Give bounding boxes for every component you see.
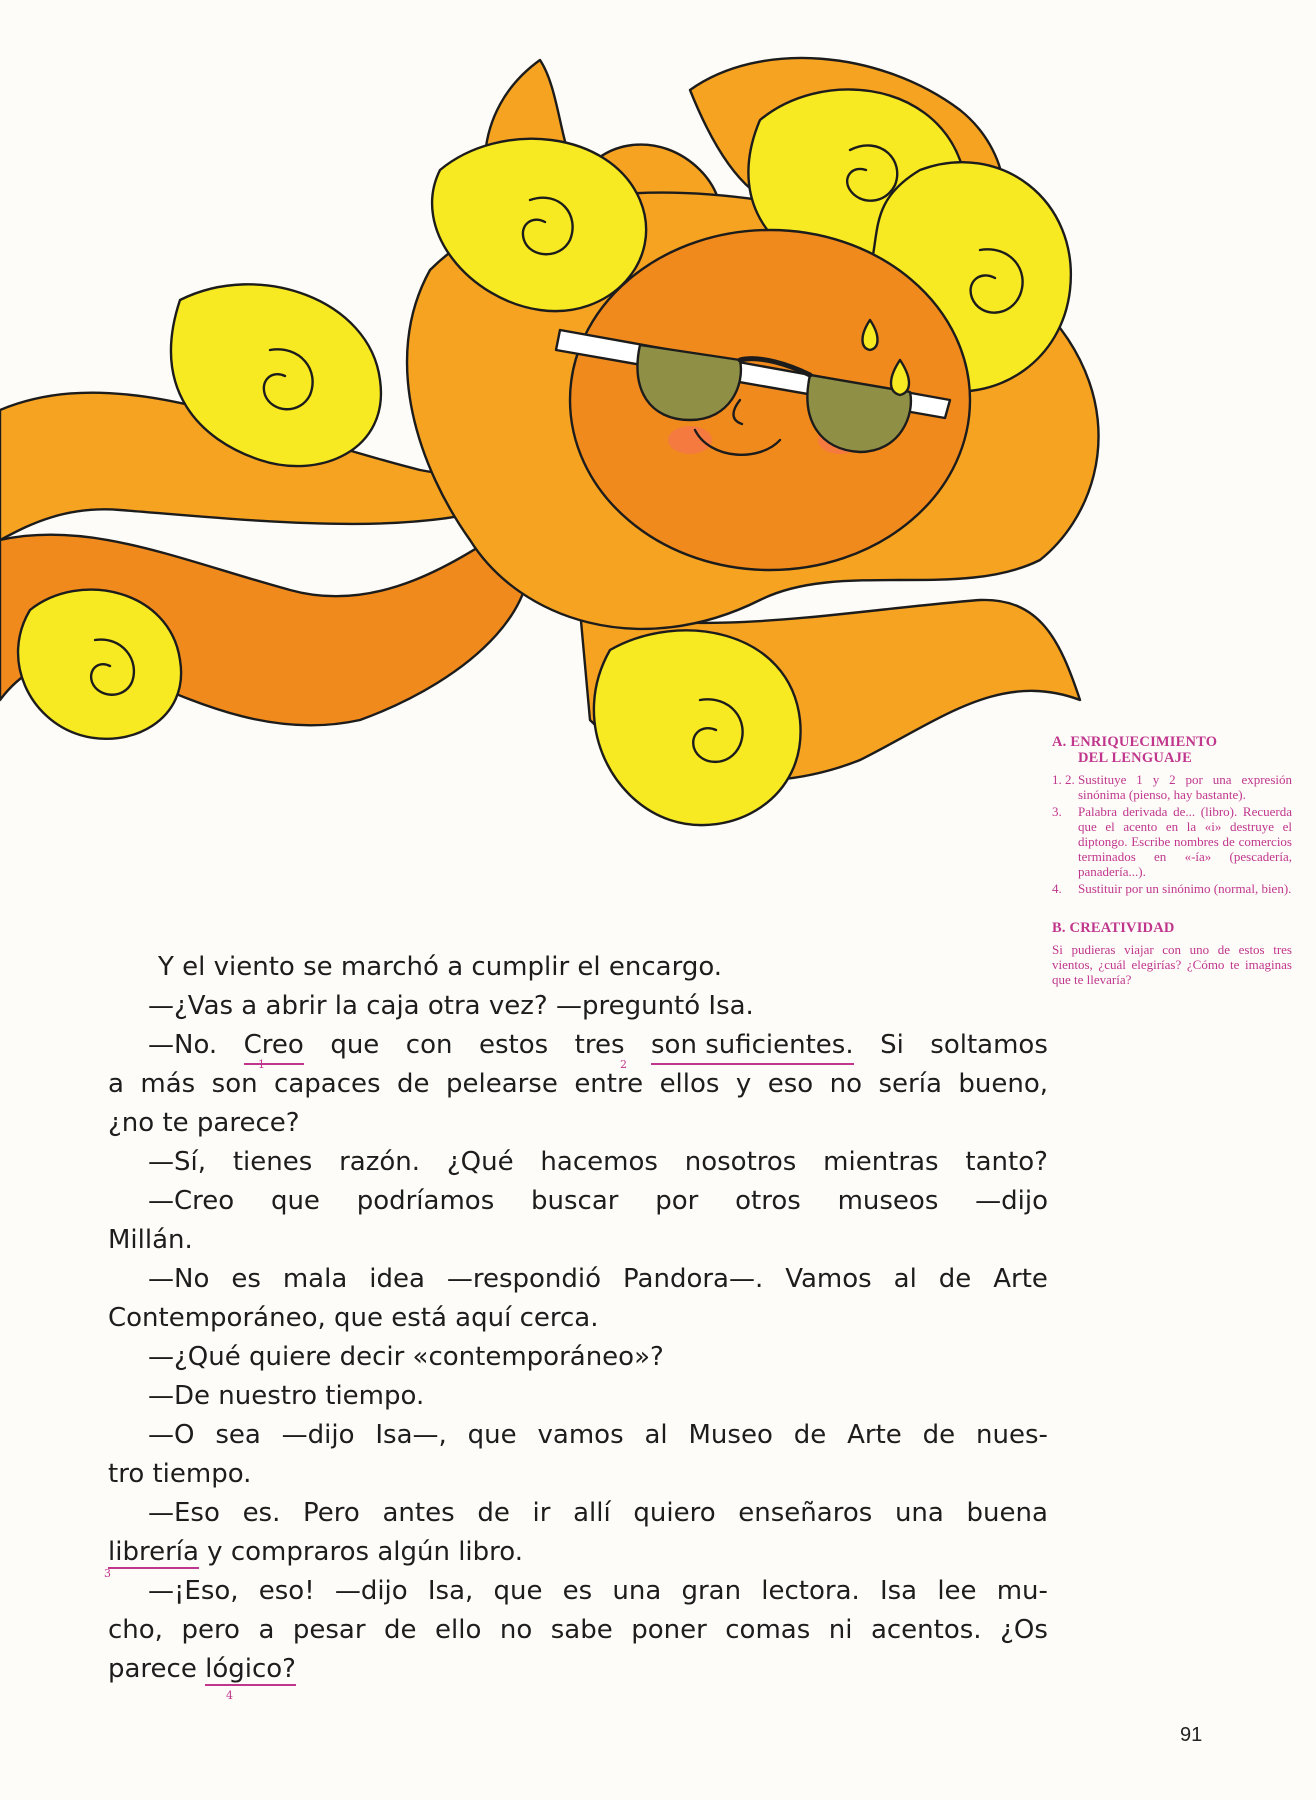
note-item: 3. Palabra derivada de... (libro). Recuerda que el acento en la «i» destruye el diptongo. Escribe nombres de comercios terminados en «-ía» (pescadería, panadería...). (1052, 804, 1292, 879)
text-line: a más son capaces de pelearse entre ellos y eso no sería bueno, 1 2 (108, 1058, 1048, 1099)
yellow-swirl-bottom (594, 630, 801, 825)
marker-3: 3 (104, 1567, 111, 1580)
text-line: —Sí, tienes razón. ¿Qué hacemos nosotros mientras tanto? (148, 1147, 1048, 1177)
text-line: Millán. (108, 1225, 193, 1255)
text-line: Y el viento se marchó a cumplir el encargo. (158, 952, 723, 982)
note-item: 4. Sustituir por un sinónimo (normal, bien). (1052, 881, 1292, 896)
section-b-title: B. CREATIVIDAD (1052, 920, 1175, 936)
story-text (104, 948, 1048, 1702)
underlined-word-4: lógico? (205, 1654, 296, 1684)
text-line: —¿Qué quiere decir «contemporáneo»? (148, 1342, 664, 1372)
text-line: parece lógico? 4 (108, 1654, 296, 1702)
page-number: 91 (1180, 1724, 1203, 1746)
note-item: 1. 2. Sustituye 1 y 2 por una expresión sinónima (pienso, hay bastante). (1052, 772, 1292, 802)
text-line: tro tiempo. (108, 1459, 252, 1489)
section-a-title: A. ENRIQUECIMIENTO DEL LENGUAJE (1052, 734, 1218, 766)
underlined-word-1: Creo (244, 1026, 304, 1065)
marker-2: 2 (620, 1058, 627, 1071)
text-line: —No. Creo que con estos tres son suficientes. Si soltamos (108, 1026, 1048, 1065)
marker-4: 4 (226, 1689, 233, 1702)
text-line: —O sea —dijo Isa—, que vamos al Museo de Arte de nues- (148, 1420, 1048, 1450)
underlined-phrase-2: son suficientes. (651, 1026, 854, 1065)
text-line: librería y compraros algún libro. (108, 1537, 523, 1567)
text-line: —Creo que podríamos buscar por otros museos —dijo (148, 1186, 1048, 1216)
text-line: —Eso es. Pero antes de ir allí quiero enseñaros una buena (148, 1498, 1048, 1528)
text-line: ¿no te parece? (108, 1108, 300, 1138)
text-line: —De nuestro tiempo. (148, 1381, 425, 1411)
section-b-text: Si pudieras viajar con uno de estos tres vientos, ¿cuál elegirías? ¿Cómo te imaginas que te llevaría? (1052, 942, 1292, 987)
text-line: cho, pero a pesar de ello no sabe poner comas ni acentos. ¿Os (108, 1615, 1048, 1645)
teacher-notes (1052, 734, 1292, 987)
underlined-word-3: librería (108, 1537, 199, 1567)
text-line: —¡Eso, eso! —dijo Isa, que es una gran lectora. Isa lee mu- 3 (104, 1567, 1048, 1606)
text-line: —¿Vas a abrir la caja otra vez? —preguntó Isa. (148, 991, 754, 1021)
marker-1: 1 (258, 1058, 265, 1071)
text-line: Contemporáneo, que está aquí cerca. (108, 1303, 599, 1333)
text-line: —No es mala idea —respondió Pandora—. Vamos al de Arte (148, 1264, 1048, 1294)
